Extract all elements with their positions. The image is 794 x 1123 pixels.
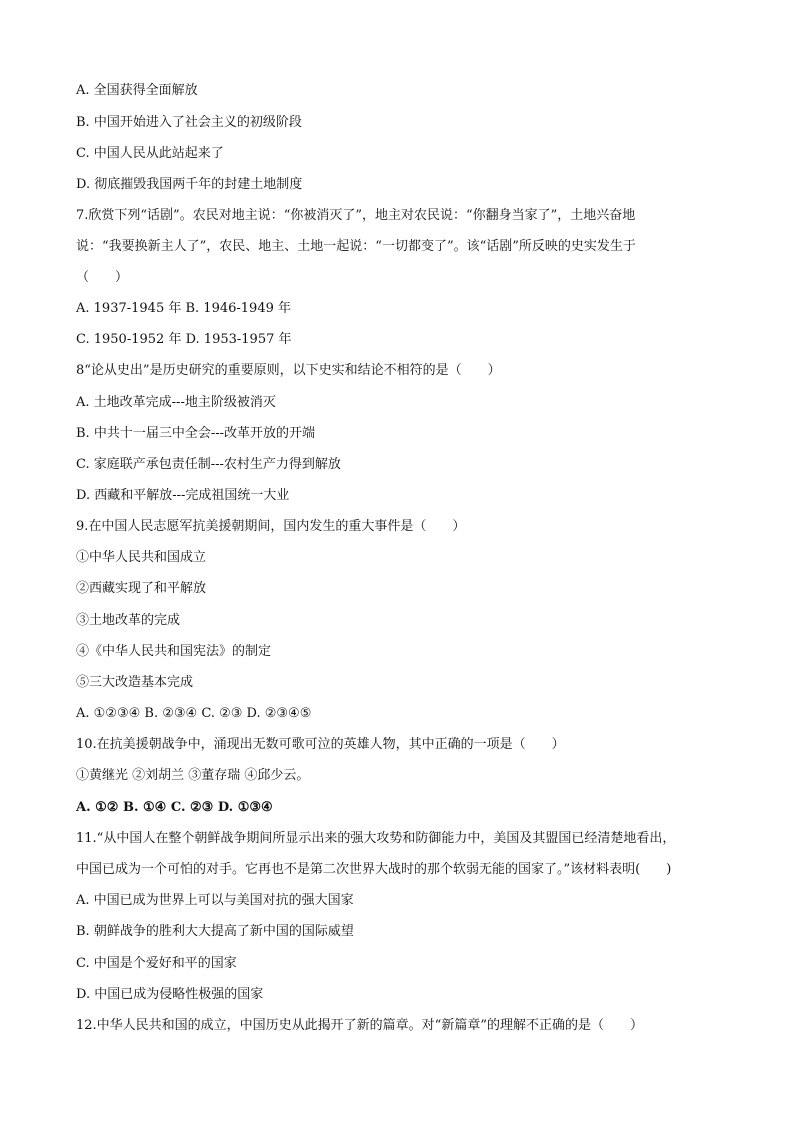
question-9-item-2: ②西藏实现了和平解放 (76, 581, 207, 596)
option-8d: D. 西藏和平解放---完成祖国统一大业 (76, 488, 290, 503)
option-6c: C. 中国人民从此站起来了 (76, 146, 224, 161)
question-9: 9.在中国人民志愿军抗美援朝期间，国内发生的重大事件是（ ） (76, 519, 466, 534)
option-8a: A. 土地改革完成---地主阶级被消灭 (76, 395, 276, 410)
option-6a: A. 全国获得全面解放 (76, 83, 198, 98)
question-9-item-5: ⑤三大改造基本完成 (76, 675, 194, 690)
question-7-line-1: 7.欣赏下列“话剧”。农民对地主说：“你被消灭了”，地主对农民说：“你翻身当家了”，土地兴奋地 (76, 208, 636, 223)
options-9: A. ①②③④ B. ②③④ C. ②③ D. ②③④⑤ (76, 706, 312, 721)
question-9-item-3: ③土地改革的完成 (76, 613, 181, 628)
question-7-blank: （ ） (76, 270, 129, 285)
options-7cd: C. 1950-1952 年 D. 1953-1957 年 (76, 332, 292, 347)
question-7-line-2: 说：“我要换新主人了”，农民、地主、土地一起说：“一切都变了”。该“话剧”所反映的史实发生于 (76, 239, 636, 254)
options-10: A. ①② B. ①④ C. ②③ D. ①③④ (76, 800, 273, 815)
option-11a: A. 中国已成为世界上可以与美国对抗的强大国家 (76, 893, 354, 908)
option-6b: B. 中国开始进入了社会主义的初级阶段 (76, 115, 302, 130)
option-11b: B. 朝鲜战争的胜利大大提高了新中国的国际威望 (76, 924, 354, 939)
question-9-item-4: ④《中华人民共和国宪法》的制定 (76, 644, 272, 659)
question-8: 8“论从史出”是历史研究的重要原则，以下史实和结论不相符的是（ ） (76, 363, 501, 378)
question-12: 12.中华人民共和国的成立，中国历史从此揭开了新的篇章。对“新篇章”的理解不正确的是（ ） (76, 1018, 643, 1033)
option-11c: C. 中国是个爱好和平的国家 (76, 956, 237, 971)
question-11-line-2: 中国已成为一个可怕的对手。它再也不是第二次世界大战时的那个软弱无能的国家了。”该材料表明( ) (76, 862, 672, 877)
question-11-line-1: 11.“从中国人在整个朝鲜战争期间所显示出来的强大攻势和防御能力中，美国及其盟国已经清楚地看出， (76, 831, 676, 846)
question-10: 10.在抗美援朝战争中，涌现出无数可歌可泣的英雄人物，其中正确的一项是（ ） (76, 737, 565, 752)
options-7ab: A. 1937-1945 年 B. 1946-1949 年 (76, 301, 291, 316)
option-11d: D. 中国已成为侵略性极强的国家 (76, 987, 264, 1002)
option-8b: B. 中共十一届三中全会---改革开放的开端 (76, 426, 315, 441)
question-10-items: ①黄继光 ②刘胡兰 ③董存瑞 ④邱少云。 (76, 768, 310, 783)
option-6d: D. 彻底摧毁我国两千年的封建土地制度 (76, 177, 303, 192)
option-8c: C. 家庭联产承包责任制---农村生产力得到解放 (76, 457, 341, 472)
question-9-item-1: ①中华人民共和国成立 (76, 550, 207, 565)
